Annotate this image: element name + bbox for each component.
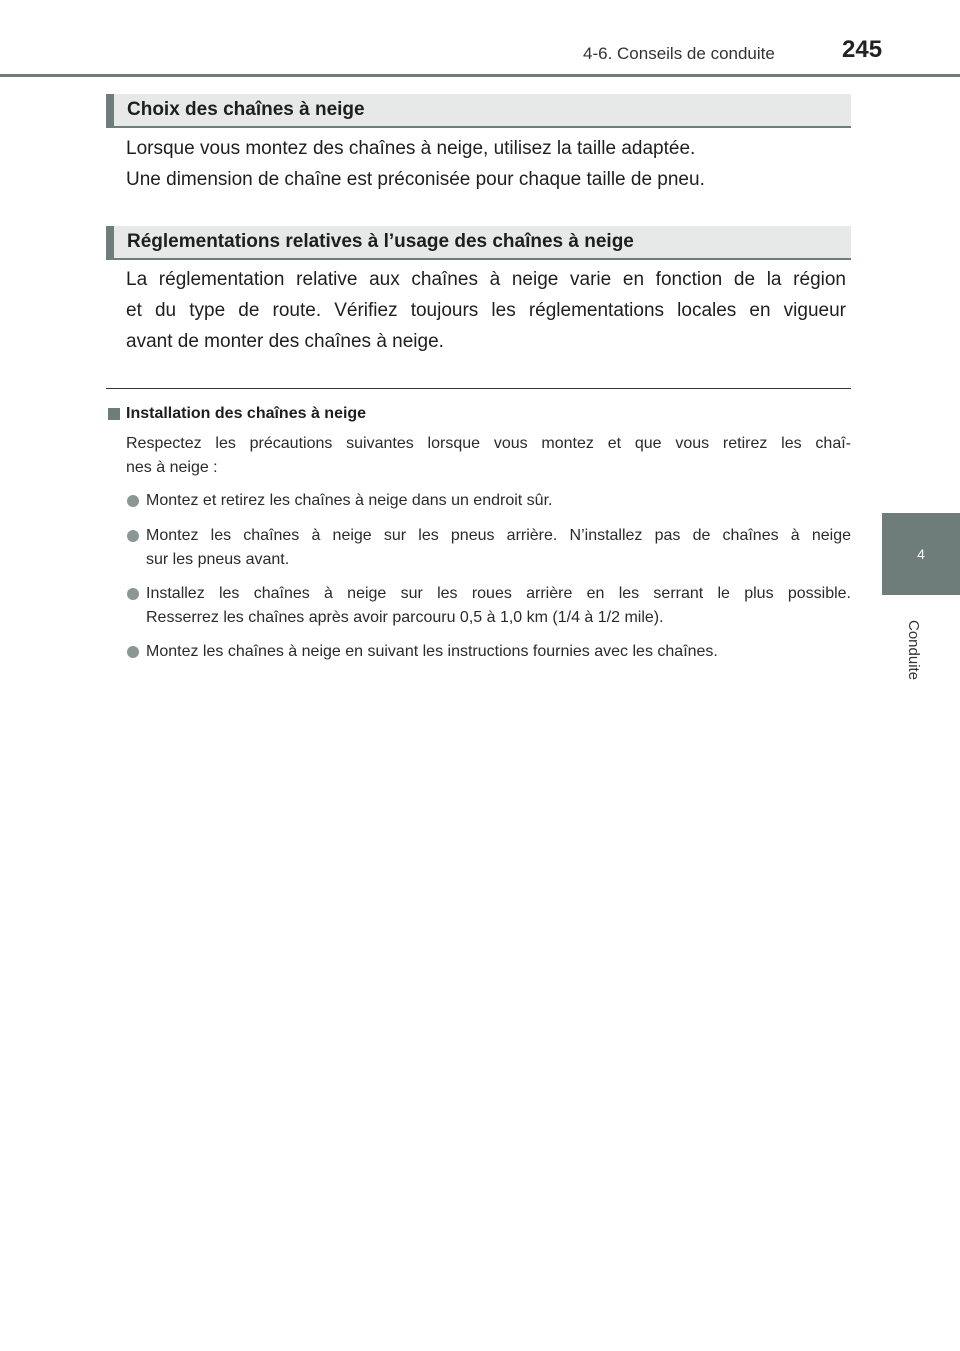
list-item bbox=[108, 524, 851, 572]
paragraph-line: La réglementation relative aux chaînes à neige varie en fonction de la région bbox=[126, 269, 846, 290]
header-rule bbox=[0, 74, 960, 77]
list-item bbox=[108, 489, 851, 513]
section-heading-regulations bbox=[106, 226, 851, 258]
section-heading-text: Réglementations relatives à l’usage des chaînes à neige bbox=[127, 231, 634, 252]
list-item-text: Resserrez les chaînes après avoir parcouru 0,5 à 1,0 km (1/4 à 1/2 mile). bbox=[146, 609, 664, 626]
list-item-text: sur les pneus avant. bbox=[146, 551, 290, 568]
paragraph-line: Lorsque vous montez des chaînes à neige, utilisez la taille adaptée. bbox=[126, 138, 696, 159]
circle-bullet-icon bbox=[127, 495, 139, 507]
list-item-text: Montez et retirez les chaînes à neige dans un endroit sûr. bbox=[146, 492, 553, 509]
chapter-number: 4 bbox=[917, 546, 925, 562]
list-item-text: Montez les chaînes à neige sur les pneus arrière. N’installez pas de chaînes à neige bbox=[146, 527, 851, 544]
section-paragraph bbox=[126, 133, 846, 195]
circle-bullet-icon bbox=[127, 646, 139, 658]
circle-bullet-icon bbox=[127, 588, 139, 600]
section-heading-text: Choix des chaînes à neige bbox=[127, 99, 365, 120]
subsection-heading bbox=[108, 405, 366, 423]
page-number: 245 bbox=[842, 36, 883, 63]
paragraph-line: Respectez les précautions suivantes lorsque vous montez et que vous retirez les chaî- bbox=[126, 435, 851, 452]
paragraph-line: et du type de route. Vérifiez toujours les réglementations locales en vigueur bbox=[126, 300, 846, 321]
list-item-text: Installez les chaînes à neige sur les roues arrière en les serrant le plus possible. bbox=[146, 585, 851, 602]
section-paragraph bbox=[126, 264, 846, 357]
list-item bbox=[108, 582, 851, 630]
divider bbox=[106, 388, 851, 389]
section-heading-snow-chain-choice bbox=[106, 94, 851, 126]
chapter-label: Conduite bbox=[905, 620, 922, 681]
installation-intro bbox=[126, 432, 851, 480]
circle-bullet-icon bbox=[127, 530, 139, 542]
paragraph-line: Une dimension de chaîne est préconisée pour chaque taille de pneu. bbox=[126, 169, 705, 190]
square-bullet-icon bbox=[108, 408, 120, 420]
header-section-title: 4-6. Conseils de conduite bbox=[583, 44, 775, 63]
list-item bbox=[108, 640, 851, 664]
paragraph-line: avant de monter des chaînes à neige. bbox=[126, 331, 444, 352]
paragraph-line: nes à neige : bbox=[126, 459, 218, 476]
chapter-tab bbox=[882, 513, 960, 595]
subsection-heading-text: Installation des chaînes à neige bbox=[126, 405, 367, 422]
list-item-text: Montez les chaînes à neige en suivant les instructions fournies avec les chaînes. bbox=[146, 643, 718, 660]
